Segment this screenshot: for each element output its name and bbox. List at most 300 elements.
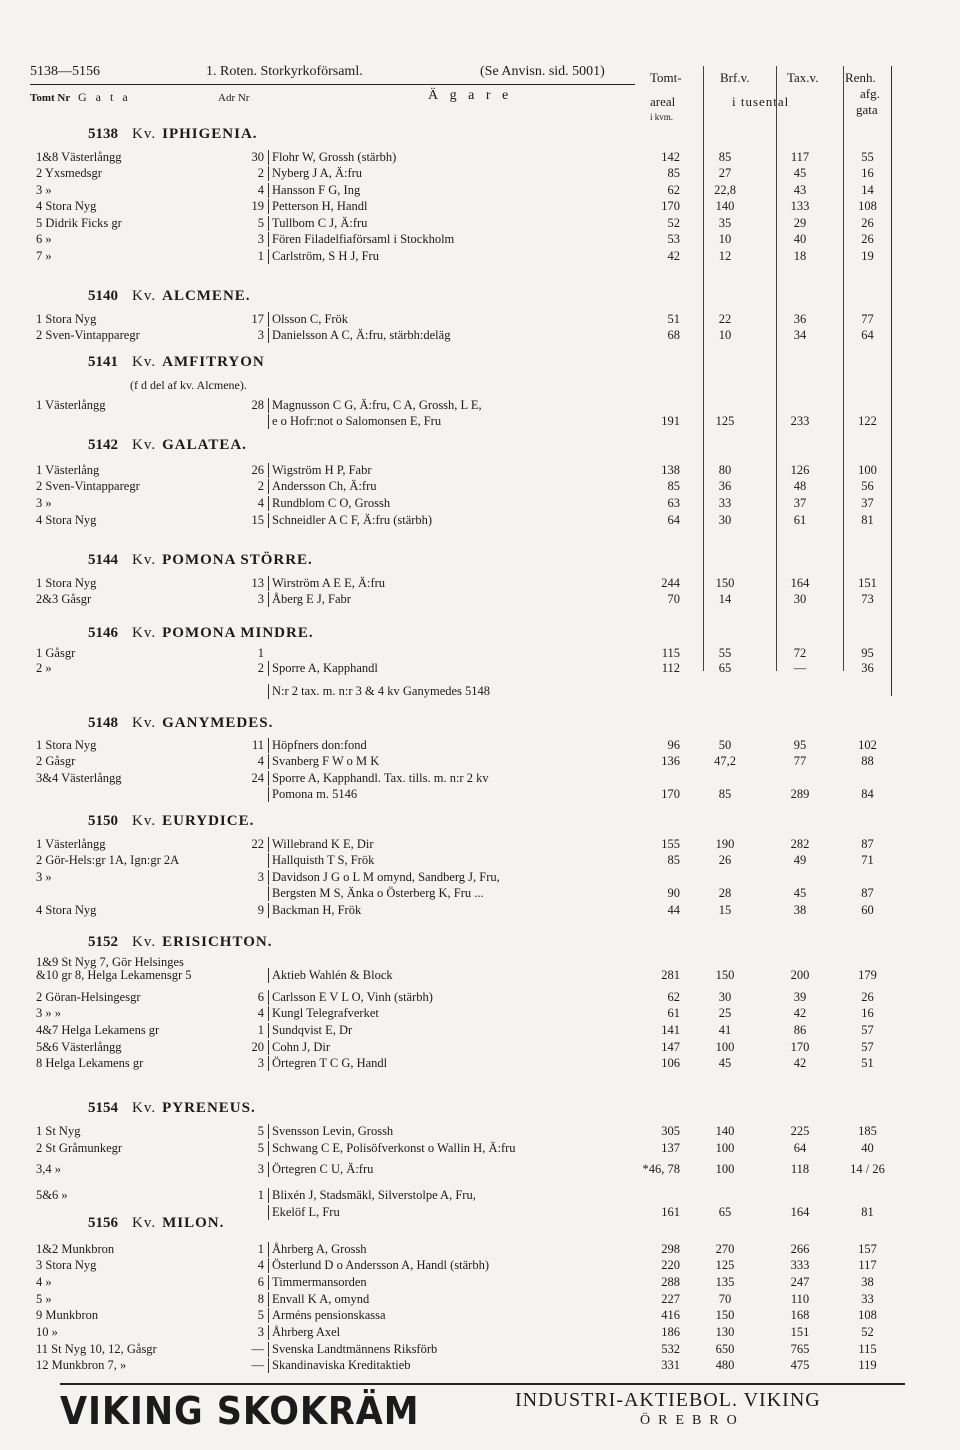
- area-cell: 170: [661, 199, 680, 213]
- tax-value-cell: 36: [793, 312, 807, 326]
- ad-brand: VIKING SKOKRÄM: [60, 1389, 420, 1433]
- brf-value-cell: 10: [718, 328, 732, 342]
- area-cell: 191: [661, 414, 680, 428]
- brf-value-cell: 28: [718, 886, 732, 900]
- owner-cell: Sporre A, Kapphandl. Tax. tills. m. n:r 2 kv: [268, 771, 644, 786]
- street-cell: 1 Västerlångg: [36, 398, 106, 412]
- street-cell: 2 St Gråmunkegr: [36, 1141, 123, 1155]
- renh-value-cell: 87: [861, 837, 874, 851]
- renh-value-cell: 77: [861, 312, 874, 326]
- address-number-cell: 19: [251, 199, 264, 213]
- table-row: [0, 216, 960, 232]
- table-row: [0, 1056, 960, 1072]
- brf-value-cell: 190: [715, 837, 735, 851]
- owner-cell: Wigström H P, Fabr: [268, 463, 644, 478]
- tax-value-cell: 247: [790, 1275, 810, 1289]
- address-number-cell: 3: [257, 1162, 264, 1176]
- street-cell: 1 Stora Nyg: [36, 312, 97, 326]
- owner-cell: Andersson Ch, Ä:fru: [268, 479, 644, 494]
- address-number-cell: 1: [257, 1023, 264, 1037]
- street-cell: 2 Gåsgr: [36, 754, 76, 768]
- renh-value-cell: 108: [858, 1308, 877, 1322]
- owner-cell: Nyberg J A, Ä:fru: [268, 166, 644, 181]
- col-head-tusental: i tusental: [732, 94, 790, 109]
- street-cell: 10 »: [36, 1325, 58, 1339]
- table-row: [0, 1325, 960, 1341]
- street-cell: 2 Yxsmedsgr: [36, 166, 102, 180]
- area-cell: 44: [667, 903, 680, 917]
- renh-value-cell: 81: [861, 1205, 874, 1219]
- area-cell: 68: [667, 328, 680, 342]
- street-cell: 5&6 »: [36, 1188, 68, 1202]
- section-heading-5154: [88, 1100, 256, 1117]
- owner-cell: Sundqvist E, Dr: [268, 1023, 644, 1038]
- owner-cell: Danielsson A C, Ä:fru, stärbh:deläg: [268, 328, 644, 343]
- owner-cell: Magnusson C G, Ä:fru, C A, Grossh, L E,: [268, 398, 644, 413]
- section-number: 5152: [88, 934, 118, 950]
- renh-value-cell: 119: [858, 1358, 877, 1372]
- renh-value-cell: 51: [861, 1056, 874, 1070]
- area-cell: 186: [661, 1325, 680, 1339]
- tax-value-cell: 39: [793, 990, 807, 1004]
- brf-value-cell: 140: [715, 1124, 735, 1138]
- address-number-cell: 5: [257, 1124, 264, 1138]
- renh-value-cell: 57: [861, 1023, 874, 1037]
- section-kv: Kv.: [132, 288, 157, 304]
- area-cell: 170: [661, 787, 680, 801]
- section-name: POMONA MINDRE.: [162, 625, 314, 641]
- section-name: EURYDICE.: [162, 813, 255, 829]
- table-row: [0, 199, 960, 215]
- section-heading-5150: [88, 813, 254, 830]
- owner-cell: Svenska Landtmännens Riksförb: [268, 1342, 644, 1357]
- table-row: [0, 1188, 960, 1204]
- area-cell: 138: [661, 463, 680, 477]
- brf-value-cell: 650: [715, 1342, 735, 1356]
- owner-cell: Envall K A, omynd: [268, 1292, 644, 1307]
- col-head-tomt: Tomt-: [650, 70, 682, 85]
- owner-cell: Österlund D o Andersson A, Handl (stärbh): [268, 1258, 644, 1273]
- owner-cell: Tullbom C J, Ä:fru: [268, 216, 644, 231]
- table-row: [0, 886, 960, 902]
- renh-value-cell: 84: [861, 787, 874, 801]
- tax-value-cell: 34: [793, 328, 807, 342]
- brf-value-cell: 15: [718, 903, 732, 917]
- street-cell: 1 Västerlångg: [36, 837, 106, 851]
- table-row: [0, 1141, 960, 1157]
- brf-value-cell: 85: [718, 787, 732, 801]
- brf-value-cell: 25: [718, 1006, 732, 1020]
- address-number-cell: 5: [257, 216, 264, 230]
- area-cell: 416: [661, 1308, 680, 1322]
- tax-value-cell: 43: [793, 183, 807, 197]
- street-cell: 1 Västerlång: [36, 463, 100, 477]
- owner-cell: Bergsten M S, Änka o Österberg K, Fru ...: [268, 886, 644, 901]
- brf-value-cell: 50: [718, 738, 732, 752]
- renh-value-cell: 37: [861, 496, 874, 510]
- area-cell: 141: [661, 1023, 680, 1037]
- address-number-cell: 6: [257, 990, 264, 1004]
- table-row: [0, 232, 960, 248]
- tax-value-cell: 475: [790, 1358, 810, 1372]
- section-heading-5140: [88, 288, 251, 305]
- address-number-cell: 5: [257, 1308, 264, 1322]
- owner-cell: Kungl Telegrafverket: [268, 1006, 644, 1021]
- area-cell: 161: [661, 1205, 680, 1219]
- renh-value-cell: 102: [858, 738, 877, 752]
- brf-value-cell: 100: [715, 1162, 735, 1176]
- section-number: 5154: [88, 1100, 118, 1116]
- tax-value-cell: 45: [793, 166, 807, 180]
- street-cell: 1&2 Munkbron: [36, 1242, 115, 1256]
- area-cell: 51: [667, 312, 680, 326]
- tax-value-cell: 30: [793, 592, 807, 606]
- area-cell: 85: [667, 853, 680, 867]
- owner-cell: Ekelöf L, Fru: [268, 1205, 644, 1220]
- brf-value-cell: 125: [715, 414, 735, 428]
- tax-value-cell: 170: [790, 1040, 810, 1054]
- address-number-cell: 1: [257, 249, 264, 263]
- col-head-ikvm: i kvm.: [650, 112, 674, 122]
- brf-value-cell: 135: [715, 1275, 735, 1289]
- tax-value-cell: 37: [793, 496, 807, 510]
- col-head-renh: Renh.: [845, 70, 876, 85]
- table-row: [0, 183, 960, 199]
- address-number-cell: 1: [257, 1188, 264, 1202]
- renh-value-cell: 36: [861, 661, 874, 675]
- address-number-cell: 17: [251, 312, 264, 326]
- section-number: 5142: [88, 437, 118, 453]
- street-cell: 3,4 »: [36, 1162, 61, 1176]
- address-number-cell: 6: [257, 1275, 264, 1289]
- area-cell: 85: [667, 166, 680, 180]
- brf-value-cell: 100: [715, 1141, 735, 1155]
- tax-value-cell: 168: [790, 1308, 810, 1322]
- brf-value-cell: 30: [718, 513, 732, 527]
- renh-value-cell: 64: [861, 328, 874, 342]
- table-row: [0, 771, 960, 787]
- col-head-tomtnr: Tomt Nr: [30, 92, 71, 104]
- brf-value-cell: 130: [715, 1325, 735, 1339]
- table-row: [0, 312, 960, 328]
- tax-value-cell: 42: [793, 1056, 807, 1070]
- brf-value-cell: 65: [718, 1205, 732, 1219]
- section-heading-5144: [88, 552, 313, 569]
- tax-value-cell: 126: [790, 463, 810, 477]
- renh-value-cell: 157: [858, 1242, 877, 1256]
- table-row: [0, 903, 960, 919]
- table-row: [0, 576, 960, 592]
- street-cell: 1 Gåsgr: [36, 646, 76, 660]
- brf-value-cell: 150: [715, 576, 735, 590]
- tax-value-cell: 289: [790, 787, 810, 801]
- anvisn-note: (Se Anvisn. sid. 5001): [480, 64, 605, 79]
- renh-value-cell: 71: [861, 853, 874, 867]
- owner-cell: Svensson Levin, Grossh: [268, 1124, 644, 1139]
- col-head-gata2: gata: [856, 102, 878, 117]
- table-row: [0, 754, 960, 770]
- section-kv: Kv.: [132, 126, 157, 142]
- owner-cell: Schneidler A C F, Ä:fru (stärbh): [268, 513, 644, 528]
- section-name: POMONA STÖRRE.: [162, 552, 313, 568]
- owner-cell: Aktieb Wahlén & Block: [268, 968, 644, 983]
- owner-cell: Höpfners don:fond: [268, 738, 644, 753]
- section-kv: Kv.: [132, 1100, 157, 1116]
- renh-value-cell: 60: [861, 903, 874, 917]
- area-cell: 305: [661, 1124, 680, 1138]
- tax-value-cell: 38: [793, 903, 807, 917]
- street-cell: 4&7 Helga Lekamens gr: [36, 1023, 160, 1037]
- brf-value-cell: 70: [718, 1292, 732, 1306]
- owner-cell: Davidson J G o L M omynd, Sandberg J, Fru,: [268, 870, 644, 885]
- address-number-cell: 4: [257, 754, 264, 768]
- street-cell: 3 »: [36, 496, 52, 510]
- street-cell: 9 Munkbron: [36, 1308, 99, 1322]
- area-cell: 42: [667, 249, 680, 263]
- tax-value-cell: 40: [793, 232, 807, 246]
- street-cell: 1 Stora Nyg: [36, 738, 97, 752]
- street-cell: 3&4 Västerlångg: [36, 771, 122, 785]
- table-row: [0, 990, 960, 1006]
- renh-value-cell: 26: [861, 990, 874, 1004]
- street-cell: 1&8 Västerlångg: [36, 150, 122, 164]
- table-row: [0, 1040, 960, 1056]
- brf-value-cell: 150: [715, 1308, 735, 1322]
- address-number-cell: 3: [257, 870, 264, 884]
- address-number-cell: 4: [257, 496, 264, 510]
- brf-value-cell: 480: [715, 1358, 735, 1372]
- owner-cell: Petterson H, Handl: [268, 199, 644, 214]
- col-head-brf: Brf.v.: [720, 70, 750, 85]
- owner-cell: Sporre A, Kapphandl: [268, 661, 644, 676]
- area-cell: 90: [667, 886, 680, 900]
- address-number-cell: 3: [257, 1056, 264, 1070]
- street-cell: 2 Sven-Vintapparegr: [36, 479, 140, 493]
- owner-cell: Pomona m. 5146: [268, 787, 644, 802]
- section-number: 5146: [88, 625, 118, 641]
- tax-value-cell: 49: [793, 853, 807, 867]
- owner-cell: Cohn J, Dir: [268, 1040, 644, 1055]
- area-cell: 61: [667, 1006, 680, 1020]
- address-number-cell: 11: [251, 738, 264, 752]
- street-cell: 7 »: [36, 249, 52, 263]
- renh-value-cell: 55: [861, 150, 874, 164]
- col-head-adrnr: Adr Nr: [218, 92, 250, 104]
- street-cell: 2 Gör-Hels:gr 1A, Ign:gr 2A: [36, 853, 180, 867]
- section-kv: Kv.: [132, 625, 157, 641]
- street-cell: 12 Munkbron 7, »: [36, 1358, 127, 1372]
- street-cell: 3 » »: [36, 1006, 61, 1020]
- address-number-cell: 4: [257, 1258, 264, 1272]
- tax-value-cell: 765: [790, 1342, 810, 1356]
- section-kv: Kv.: [132, 437, 157, 453]
- street-cell: 4 Stora Nyg: [36, 199, 97, 213]
- table-row: [0, 646, 960, 662]
- ad-rule: [60, 1383, 905, 1385]
- section-kv: Kv.: [132, 1215, 157, 1231]
- section-name: IPHIGENIA.: [162, 126, 258, 142]
- section-heading-5152: [88, 934, 272, 951]
- renh-value-cell: 16: [861, 1006, 874, 1020]
- area-cell: 62: [667, 990, 680, 1004]
- address-number-cell: 13: [251, 576, 264, 590]
- table-row: [0, 592, 960, 608]
- renh-value-cell: 57: [861, 1040, 874, 1054]
- address-number-cell: 15: [251, 513, 264, 527]
- address-number-cell: 8: [257, 1292, 264, 1306]
- area-cell: 220: [661, 1258, 680, 1272]
- brf-value-cell: 65: [718, 661, 732, 675]
- tax-value-cell: 77: [793, 754, 807, 768]
- street-cell: 3 »: [36, 183, 52, 197]
- table-row: [0, 1358, 960, 1374]
- area-cell: 281: [661, 968, 680, 982]
- col-head-areal: areal: [650, 94, 676, 109]
- renh-value-cell: 81: [861, 513, 874, 527]
- table-row: [0, 787, 960, 803]
- address-number-cell: 1: [257, 1242, 264, 1256]
- owner-cell: Flohr W, Grossh (stärbh): [268, 150, 644, 165]
- owner-cell: Carlström, S H J, Fru: [268, 249, 644, 264]
- section-heading-5142: [88, 437, 247, 454]
- section-kv: Kv.: [132, 813, 157, 829]
- brf-value-cell: 33: [718, 496, 732, 510]
- street-cell: 5&6 Västerlångg: [36, 1040, 122, 1054]
- brf-value-cell: 270: [715, 1242, 735, 1256]
- owner-cell: Åberg E J, Fabr: [268, 592, 644, 607]
- owner-cell: Wirström A E E, Ä:fru: [268, 576, 644, 591]
- renh-value-cell: 117: [858, 1258, 877, 1272]
- section-name: ERISICHTON.: [162, 934, 273, 950]
- brf-value-cell: 27: [718, 166, 732, 180]
- brf-value-cell: 85: [718, 150, 732, 164]
- renh-value-cell: 122: [858, 414, 877, 428]
- tax-value-cell: 200: [790, 968, 810, 982]
- tax-value-cell: 225: [790, 1124, 810, 1138]
- table-row: [0, 1023, 960, 1039]
- street-cell: 1 Stora Nyg: [36, 576, 97, 590]
- renh-value-cell: 38: [861, 1275, 874, 1289]
- table-row: [0, 738, 960, 754]
- address-number-cell: 2: [257, 166, 264, 180]
- address-number-cell: 20: [251, 1040, 264, 1054]
- brf-value-cell: 125: [715, 1258, 735, 1272]
- section-number: 5144: [88, 552, 118, 568]
- renh-value-cell: 56: [861, 479, 874, 493]
- owner-cell: Willebrand K E, Dir: [268, 837, 644, 852]
- table-row: [0, 1342, 960, 1358]
- owner-cell: Schwang C E, Polisöfverkonst o Wallin H, Ä:fru: [268, 1141, 644, 1156]
- table-row: [0, 1308, 960, 1324]
- street-cell: 3 Stora Nyg: [36, 1258, 97, 1272]
- area-cell: 136: [661, 754, 680, 768]
- address-number-cell: 24: [251, 771, 264, 785]
- renh-value-cell: 151: [858, 576, 877, 590]
- street-cell: 2 Göran-Helsingesgr: [36, 990, 141, 1004]
- area-cell: 70: [667, 592, 680, 606]
- renh-value-cell: 108: [858, 199, 877, 213]
- owner-cell: Olsson C, Frök: [268, 312, 644, 327]
- tax-value-cell: 266: [790, 1242, 810, 1256]
- table-row: [0, 479, 960, 495]
- section-kv: Kv.: [132, 934, 157, 950]
- brf-value-cell: 80: [718, 463, 732, 477]
- street-cell: 1 St Nyg: [36, 1124, 81, 1138]
- section-heading-5146: [88, 625, 314, 642]
- area-cell: 112: [661, 661, 680, 675]
- address-number-cell: —: [251, 1358, 264, 1372]
- address-number-cell: 1: [257, 646, 264, 660]
- renh-value-cell: 14 / 26: [850, 1162, 885, 1176]
- section-name: PYRENEUS.: [162, 1100, 256, 1116]
- renh-value-cell: 16: [861, 166, 874, 180]
- area-cell: 62: [667, 183, 680, 197]
- owner-cell: Skandinaviska Kreditaktieb: [268, 1358, 644, 1373]
- area-cell: 52: [667, 216, 680, 230]
- renh-value-cell: 14: [861, 183, 874, 197]
- tax-value-cell: 282: [790, 837, 810, 851]
- brf-value-cell: 26: [718, 853, 732, 867]
- area-cell: 147: [661, 1040, 680, 1054]
- tax-value-cell: 164: [790, 1205, 810, 1219]
- brf-value-cell: 100: [715, 1040, 735, 1054]
- table-row: [0, 853, 960, 869]
- table-row: [0, 414, 960, 430]
- table-row: [0, 1258, 960, 1274]
- owner-cell: Blixén J, Stadsmäkl, Silverstolpe A, Fru,: [268, 1188, 644, 1203]
- section-kv: Kv.: [132, 354, 157, 370]
- street-cell: 3 »: [36, 870, 52, 884]
- col-head-gata: G a t a: [78, 90, 131, 104]
- renh-value-cell: 73: [861, 592, 874, 606]
- street-cell: 2&3 Gåsgr: [36, 592, 92, 606]
- owner-cell: N:r 2 tax. m. n:r 3 & 4 kv Ganymedes 5148: [268, 684, 644, 699]
- table-row: [0, 684, 960, 700]
- tax-value-cell: 48: [793, 479, 807, 493]
- brf-value-cell: 45: [718, 1056, 732, 1070]
- table-row: [0, 150, 960, 166]
- table-row: [0, 1242, 960, 1258]
- tax-value-cell: 72: [793, 646, 807, 660]
- tax-value-cell: —: [793, 661, 807, 675]
- owner-cell: Hallquisth T S, Frök: [268, 853, 644, 868]
- owner-cell: Carlsson E V L O, Vinh (stärbh): [268, 990, 644, 1005]
- area-cell: 137: [661, 1141, 680, 1155]
- tax-value-cell: 18: [793, 249, 807, 263]
- brf-value-cell: 12: [718, 249, 732, 263]
- tax-value-cell: 164: [790, 576, 810, 590]
- brf-value-cell: 140: [715, 199, 735, 213]
- table-row: [0, 463, 960, 479]
- area-cell: 53: [667, 232, 680, 246]
- tax-value-cell: 45: [793, 886, 807, 900]
- renh-value-cell: 95: [861, 646, 874, 660]
- street-cell: 5 Didrik Ficks gr: [36, 216, 122, 230]
- street-cell: 4 Stora Nyg: [36, 903, 97, 917]
- area-cell: 288: [661, 1275, 680, 1289]
- street-cell: 4 »: [36, 1275, 52, 1289]
- section-number: 5141: [88, 354, 118, 370]
- tax-value-cell: 42: [793, 1006, 807, 1020]
- brf-value-cell: 10: [718, 232, 732, 246]
- area-cell: 106: [661, 1056, 680, 1070]
- address-number-cell: 30: [251, 150, 264, 164]
- owner-cell: Backman H, Frök: [268, 903, 644, 918]
- table-row: [0, 249, 960, 265]
- address-number-cell: 3: [257, 592, 264, 606]
- col-head-agare: Ä g a r e: [428, 88, 513, 103]
- section-name: GANYMEDES.: [162, 715, 274, 731]
